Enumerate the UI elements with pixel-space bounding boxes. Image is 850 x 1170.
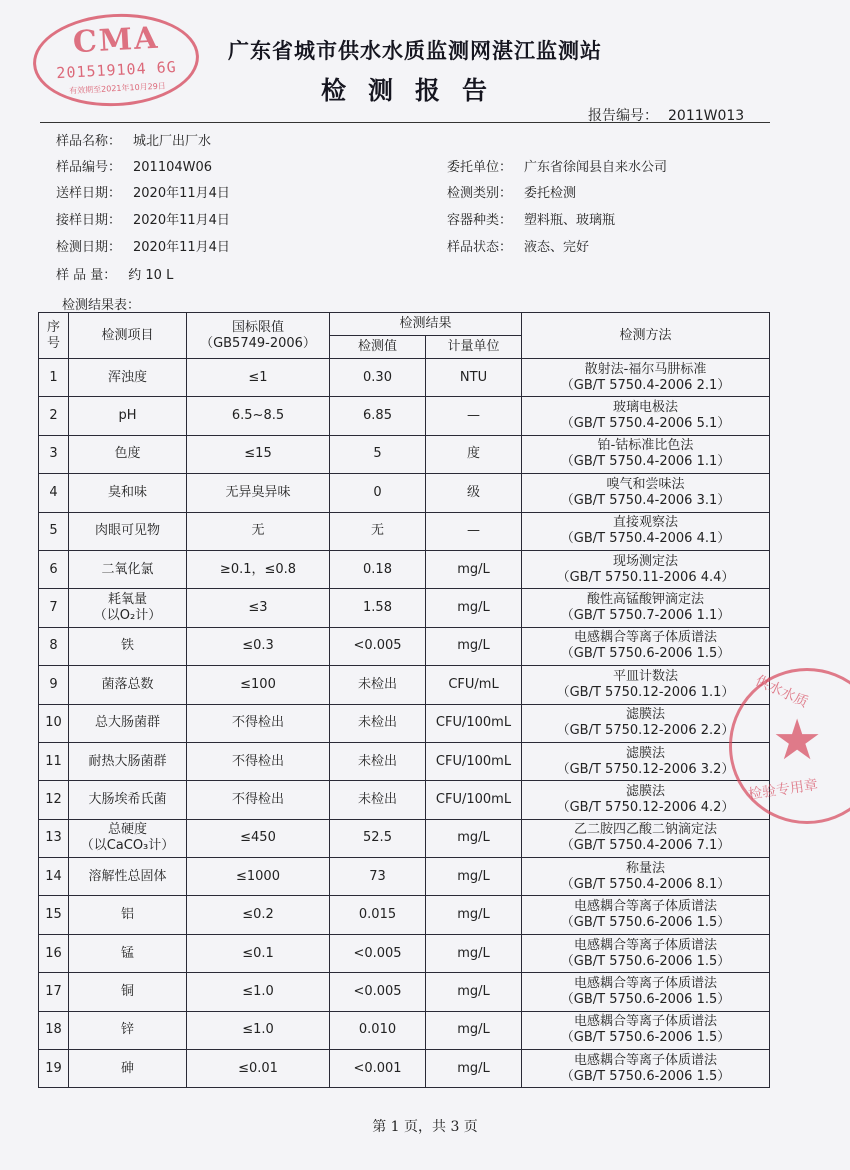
cell-unit: 级 <box>426 474 522 512</box>
field-value: 2020年11月4日 <box>133 213 230 228</box>
field-value: 城北厂出厂水 <box>133 134 212 149</box>
cell-method <box>522 359 770 397</box>
header-limit <box>187 313 330 359</box>
method-name: 乙二胺四乙酸二钠滴定法 <box>574 822 718 838</box>
cell-seq: 11 <box>39 742 69 780</box>
cell-value: 0.015 <box>330 896 426 934</box>
cell-limit: 无 <box>187 512 330 550</box>
cell-item-name: 溶解性总固体 <box>88 868 167 884</box>
cell-value: 73 <box>330 858 426 896</box>
table-row <box>39 742 770 780</box>
cell-seq: 14 <box>39 858 69 896</box>
cell-item <box>69 896 187 934</box>
cell-item-name: 耗氧量 <box>107 592 147 608</box>
cell-method <box>522 397 770 435</box>
cell-method <box>522 666 770 704</box>
cell-item <box>69 973 187 1011</box>
table-row <box>39 666 770 704</box>
report-number-label: 报告编号： <box>588 108 658 124</box>
cell-method <box>522 858 770 896</box>
cell-item-name: 锌 <box>120 1022 134 1038</box>
header-limit-standard: （GB5749-2006） <box>200 335 316 351</box>
field-value: 2020年11月4日 <box>133 186 230 201</box>
cell-unit: CFU/mL <box>426 666 522 704</box>
cell-method <box>522 589 770 627</box>
cell-value: 无 <box>330 512 426 550</box>
table-row <box>39 397 770 435</box>
cell-item <box>69 781 187 819</box>
cell-item <box>69 512 187 550</box>
cell-item-name: pH <box>118 408 137 424</box>
method-name: 滤膜法 <box>626 745 666 761</box>
cell-item <box>69 435 187 473</box>
method-standard: （GB/T 5750.6-2006 1.5） <box>560 646 731 662</box>
field-test-date <box>56 236 230 255</box>
method-name: 电感耦合等离子体质谱法 <box>574 937 718 953</box>
cell-unit: — <box>426 512 522 550</box>
cell-item <box>69 742 187 780</box>
cell-value: 未检出 <box>330 704 426 742</box>
cell-unit: mg/L <box>426 934 522 972</box>
cell-unit: mg/L <box>426 589 522 627</box>
cell-method <box>522 819 770 857</box>
cell-item <box>69 819 187 857</box>
method-standard: （GB/T 5750.6-2006 1.5） <box>560 915 731 931</box>
cell-method <box>522 435 770 473</box>
page-footer: 第 1 页，共 3 页 <box>372 1119 478 1135</box>
cma-logo: CMA <box>72 20 161 61</box>
document-title: 检测报告 <box>320 76 509 105</box>
results-table <box>38 312 770 1088</box>
field-receive-date <box>56 209 230 228</box>
method-standard: （GB/T 5750.7-2006 1.1） <box>560 608 731 624</box>
cell-value: 0.18 <box>330 550 426 588</box>
cell-seq: 6 <box>39 550 69 588</box>
header-seq <box>39 313 69 359</box>
cma-seal <box>31 10 202 111</box>
cell-item-name: 大肠埃希氏菌 <box>88 791 167 807</box>
cell-unit: mg/L <box>426 858 522 896</box>
star-icon: ★ <box>772 708 823 773</box>
method-standard: （GB/T 5750.6-2006 1.5） <box>560 1030 731 1046</box>
field-label: 检测类别： <box>447 186 513 201</box>
table-row <box>39 474 770 512</box>
table-row <box>39 896 770 934</box>
method-name: 滤膜法 <box>626 783 666 799</box>
table-row <box>39 858 770 896</box>
field-label: 检测日期： <box>56 240 122 255</box>
table-row <box>39 1050 770 1088</box>
cell-item-name: 耐热大肠菌群 <box>88 753 167 769</box>
cell-item-name: 总大肠菌群 <box>94 715 160 731</box>
cell-seq: 10 <box>39 704 69 742</box>
cell-limit: 不得检出 <box>187 742 330 780</box>
cell-item <box>69 359 187 397</box>
cell-item <box>69 934 187 972</box>
table-row <box>39 819 770 857</box>
field-sample-name <box>56 130 211 149</box>
method-name: 平皿计数法 <box>613 668 679 684</box>
header-result: 检测结果 <box>330 313 522 336</box>
table-row <box>39 435 770 473</box>
cell-method <box>522 973 770 1011</box>
cell-unit: — <box>426 397 522 435</box>
method-name: 玻璃电极法 <box>613 400 679 416</box>
cell-seq: 19 <box>39 1050 69 1088</box>
cell-value: 1.58 <box>330 589 426 627</box>
cell-limit: ≤1 <box>187 359 330 397</box>
field-value: 约 10 L <box>128 268 174 283</box>
method-standard: （GB/T 5750.6-2006 1.5） <box>560 991 731 1007</box>
method-name: 电感耦合等离子体质谱法 <box>574 1052 718 1068</box>
cell-seq: 3 <box>39 435 69 473</box>
cell-unit: CFU/100mL <box>426 781 522 819</box>
method-standard: （GB/T 5750.12-2006 3.2） <box>556 761 735 777</box>
field-label: 样品编号： <box>56 160 122 175</box>
table-row <box>39 781 770 819</box>
cell-item <box>69 474 187 512</box>
cell-method <box>522 934 770 972</box>
cell-limit: ≤3 <box>187 589 330 627</box>
table-row <box>39 934 770 972</box>
cell-seq: 9 <box>39 666 69 704</box>
cell-unit: mg/L <box>426 973 522 1011</box>
table-row <box>39 512 770 550</box>
cell-limit: 不得检出 <box>187 704 330 742</box>
cell-limit: ≤0.1 <box>187 934 330 972</box>
cell-item <box>69 1011 187 1049</box>
method-name: 电感耦合等离子体质谱法 <box>574 1014 718 1030</box>
field-label: 样品状态： <box>447 240 513 255</box>
field-label: 容器种类： <box>447 213 513 228</box>
cell-seq: 15 <box>39 896 69 934</box>
cell-method <box>522 1011 770 1049</box>
cell-item <box>69 627 187 665</box>
cell-unit: mg/L <box>426 627 522 665</box>
method-standard: （GB/T 5750.12-2006 2.2） <box>556 723 735 739</box>
table-row <box>39 704 770 742</box>
cell-seq: 7 <box>39 589 69 627</box>
cell-value: <0.005 <box>330 973 426 1011</box>
cell-value: 52.5 <box>330 819 426 857</box>
field-label: 送样日期： <box>56 186 122 201</box>
cell-item-name: 菌落总数 <box>101 676 154 692</box>
cell-value: 未检出 <box>330 742 426 780</box>
method-name: 电感耦合等离子体质谱法 <box>574 899 718 915</box>
cell-method <box>522 1050 770 1088</box>
cell-item-name: 色度 <box>114 446 141 462</box>
table-row <box>39 973 770 1011</box>
cell-method <box>522 896 770 934</box>
field-value: 201104W06 <box>133 160 213 175</box>
cell-value: <0.005 <box>330 627 426 665</box>
cell-value: 未检出 <box>330 781 426 819</box>
cell-unit: mg/L <box>426 550 522 588</box>
testing-seal-bottom-text: 检验专用章 <box>747 777 819 803</box>
cell-unit: mg/L <box>426 896 522 934</box>
cell-unit: mg/L <box>426 1050 522 1088</box>
method-standard: （GB/T 5750.4-2006 8.1） <box>560 876 731 892</box>
cell-unit: mg/L <box>426 1011 522 1049</box>
cell-limit: ≤1.0 <box>187 973 330 1011</box>
table-row <box>39 589 770 627</box>
header-divider <box>40 122 770 123</box>
cell-item-name: 浑浊度 <box>107 369 147 385</box>
cell-limit: 不得检出 <box>187 781 330 819</box>
cell-seq: 2 <box>39 397 69 435</box>
method-standard: （GB/T 5750.4-2006 7.1） <box>560 838 731 854</box>
method-name: 直接观察法 <box>613 515 679 531</box>
cell-value: <0.005 <box>330 934 426 972</box>
method-standard: （GB/T 5750.6-2006 1.5） <box>560 1068 731 1084</box>
field-value: 液态、完好 <box>524 240 590 255</box>
method-name: 酸性高锰酸钾滴定法 <box>587 592 705 608</box>
cell-limit: ≤1.0 <box>187 1011 330 1049</box>
cell-item-name: 肉眼可见物 <box>94 523 160 539</box>
cell-method <box>522 627 770 665</box>
cell-unit: 度 <box>426 435 522 473</box>
cell-limit: ≤0.01 <box>187 1050 330 1088</box>
field-label: 接样日期： <box>56 213 122 228</box>
method-name: 嗅气和尝味法 <box>606 476 685 492</box>
cell-item-name: 臭和味 <box>107 484 147 500</box>
cell-unit: NTU <box>426 359 522 397</box>
method-name: 电感耦合等离子体质谱法 <box>574 975 718 991</box>
cell-item <box>69 666 187 704</box>
cell-item-basis: （以CaCO₃计） <box>80 838 175 854</box>
method-standard: （GB/T 5750.11-2006 4.4） <box>556 569 735 585</box>
cell-item-name: 二氧化氯 <box>101 561 154 577</box>
header-unit: 计量单位 <box>426 336 522 359</box>
cell-item-basis: （以O₂计） <box>93 608 162 624</box>
table-row <box>39 359 770 397</box>
cell-item-name: 总硬度 <box>107 822 147 838</box>
cell-value: 0.30 <box>330 359 426 397</box>
field-sample-state <box>447 236 589 255</box>
field-label: 委托单位： <box>447 160 513 175</box>
cell-value: 5 <box>330 435 426 473</box>
field-send-date <box>56 182 230 201</box>
cell-unit: mg/L <box>426 819 522 857</box>
field-sample-no <box>56 156 212 175</box>
cell-seq: 5 <box>39 512 69 550</box>
testing-seal-top-text: 供水水质 <box>752 672 811 711</box>
cell-item <box>69 1050 187 1088</box>
cell-value: 0.010 <box>330 1011 426 1049</box>
cell-unit: CFU/100mL <box>426 742 522 780</box>
cell-item-name: 锰 <box>120 945 134 961</box>
cell-method <box>522 550 770 588</box>
cell-method <box>522 781 770 819</box>
cell-limit: ≤0.3 <box>187 627 330 665</box>
header-item: 检测项目 <box>69 313 187 359</box>
cell-limit: ≤15 <box>187 435 330 473</box>
cell-value: 未检出 <box>330 666 426 704</box>
cell-item-name: 铁 <box>120 638 134 654</box>
cell-unit: CFU/100mL <box>426 704 522 742</box>
method-standard: （GB/T 5750.4-2006 5.1） <box>560 416 731 432</box>
field-value: 委托检测 <box>524 186 577 201</box>
cell-item <box>69 858 187 896</box>
method-name: 散射法-福尔马肼标准 <box>584 361 707 377</box>
cell-limit: 无异臭异味 <box>187 474 330 512</box>
table-row <box>39 627 770 665</box>
field-label: 样品名称： <box>56 134 122 149</box>
method-standard: （GB/T 5750.12-2006 4.2） <box>556 799 735 815</box>
cell-method <box>522 474 770 512</box>
table-header-row <box>39 313 770 336</box>
header-seq-label: 序号 <box>46 319 60 351</box>
field-value: 塑料瓶、玻璃瓶 <box>524 213 616 228</box>
cell-seq: 8 <box>39 627 69 665</box>
table-row <box>39 1011 770 1049</box>
report-number-value: 2011W013 <box>668 108 745 124</box>
cell-item-name: 铜 <box>120 983 134 999</box>
method-name: 现场测定法 <box>613 553 679 569</box>
results-caption: 检测结果表： <box>62 298 141 313</box>
method-standard: （GB/T 5750.4-2006 3.1） <box>560 492 731 508</box>
cell-seq: 16 <box>39 934 69 972</box>
cell-value: 6.85 <box>330 397 426 435</box>
cell-seq: 13 <box>39 819 69 857</box>
method-standard: （GB/T 5750.6-2006 1.5） <box>560 953 731 969</box>
field-value: 2020年11月4日 <box>133 240 230 255</box>
cell-limit: ≤1000 <box>187 858 330 896</box>
method-standard: （GB/T 5750.12-2006 1.1） <box>556 684 735 700</box>
cma-validity: 有效期至2021年10月29日 <box>68 81 167 96</box>
method-standard: （GB/T 5750.4-2006 2.1） <box>560 377 731 393</box>
field-label: 样 品 量： <box>56 268 117 283</box>
method-name: 滤膜法 <box>626 707 666 723</box>
cell-value: <0.001 <box>330 1050 426 1088</box>
header-limit-label: 国标限值 <box>231 319 284 335</box>
cell-seq: 4 <box>39 474 69 512</box>
field-container <box>447 209 615 228</box>
method-standard: （GB/T 5750.4-2006 1.1） <box>560 454 731 470</box>
cell-limit: ≥0.1，≤0.8 <box>187 550 330 588</box>
field-client <box>447 156 667 175</box>
cell-limit: ≤450 <box>187 819 330 857</box>
cell-limit: 6.5~8.5 <box>187 397 330 435</box>
field-test-type <box>447 182 576 201</box>
cell-item <box>69 589 187 627</box>
cma-number: 201519104 6G <box>55 57 178 83</box>
method-name: 铂-钴标准比色法 <box>597 438 694 454</box>
table-body <box>39 359 770 1088</box>
organization-title: 广东省城市供水水质监测网湛江监测站 <box>228 39 602 63</box>
cell-item <box>69 397 187 435</box>
cell-method <box>522 512 770 550</box>
cell-item <box>69 550 187 588</box>
header-method: 检测方法 <box>522 313 770 359</box>
cell-item <box>69 704 187 742</box>
cell-item-name: 砷 <box>120 1060 134 1076</box>
cell-item-name: 铝 <box>120 907 134 923</box>
table-row <box>39 550 770 588</box>
header-value: 检测值 <box>330 336 426 359</box>
field-value: 广东省徐闻县自来水公司 <box>524 160 668 175</box>
cell-seq: 17 <box>39 973 69 1011</box>
cell-limit: ≤0.2 <box>187 896 330 934</box>
cell-limit: ≤100 <box>187 666 330 704</box>
method-name: 电感耦合等离子体质谱法 <box>574 630 718 646</box>
cell-seq: 1 <box>39 359 69 397</box>
method-standard: （GB/T 5750.4-2006 4.1） <box>560 531 731 547</box>
field-quantity <box>56 264 173 283</box>
cell-value: 0 <box>330 474 426 512</box>
cell-seq: 12 <box>39 781 69 819</box>
cell-seq: 18 <box>39 1011 69 1049</box>
method-name: 称量法 <box>626 860 666 876</box>
